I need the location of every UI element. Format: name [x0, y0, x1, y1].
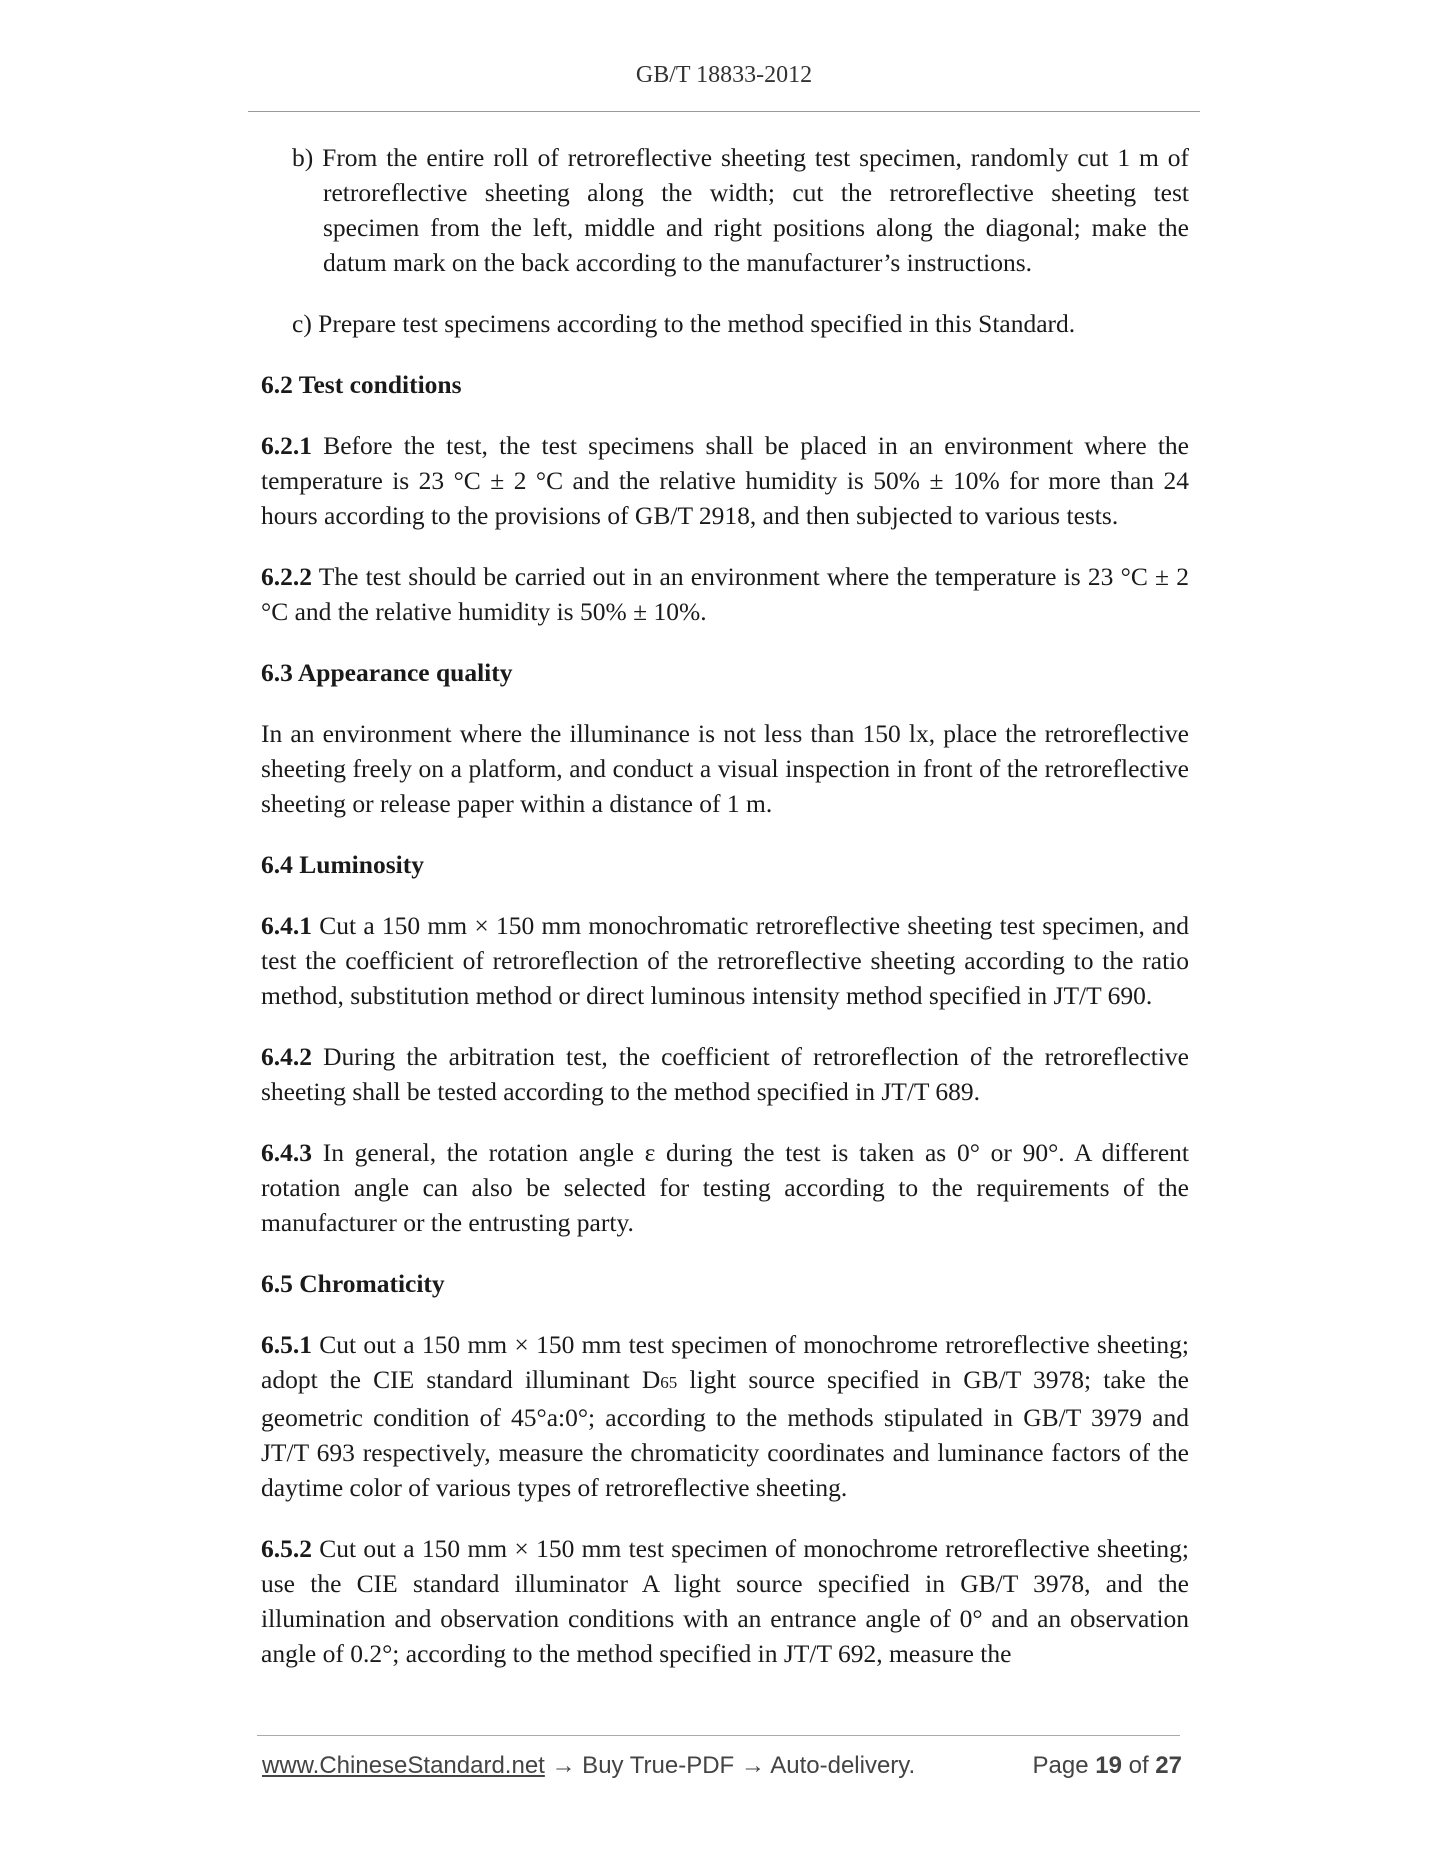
footer-trail: → Buy True-PDF → Auto-delivery.: [544, 1752, 916, 1779]
clause-6-5-2: [261, 1531, 1189, 1671]
illuminant-subscript: 65: [660, 1373, 678, 1392]
clause-6-4-2: [261, 1039, 1189, 1109]
clause-number: 6.4.1: [261, 911, 312, 940]
clause-text: During the arbitration test, the coefficient of retroreflection of the retroreflective sheeting shall be tested according to the method specified in JT/T 689.: [261, 1042, 1189, 1106]
clause-number: 6.5.2: [261, 1534, 312, 1563]
clause-text: In general, the rotation angle ε during the test is taken as 0° or 90°. A different rotation angle can also be selected for testing according to the requirements of the manufacturer or the entrusting party.: [261, 1138, 1189, 1237]
clause-6-4-3: [261, 1135, 1189, 1240]
page-of: of: [1121, 1752, 1156, 1779]
section-heading-6-5: 6.5 Chromaticity: [261, 1269, 445, 1298]
clause-number: 6.2.1: [261, 431, 312, 460]
document-body: [261, 140, 1189, 1697]
clause-6-2-1: [261, 428, 1189, 533]
clause-number: 6.4.2: [261, 1042, 312, 1071]
clause-6-2-2: [261, 559, 1189, 629]
clause-number: 6.5.1: [261, 1330, 312, 1359]
clause-number: 6.2.2: [261, 562, 312, 591]
paragraph-6-3: In an environment where the illuminance is not less than 150 lx, place the retroreflective sheeting freely on a platform, and conduct a visual inspection in front of the retroreflective sheeting or release paper within a distance of 1 m.: [261, 719, 1189, 818]
page-word: Page: [1032, 1752, 1096, 1779]
page-current: 19: [1095, 1752, 1122, 1779]
clause-text: Cut a 150 mm × 150 mm monochromatic retroreflective sheeting test specimen, and test the coefficient of retroreflection of the retroreflective sheeting according to the ratio method, substitution method or direct luminous intensity method specified in JT/T 690.: [261, 911, 1189, 1010]
page-footer: [262, 1752, 1182, 1786]
clause-6-4-1: [261, 908, 1189, 1013]
page-total: 27: [1155, 1752, 1182, 1779]
clause-text: The test should be carried out in an environment where the temperature is 23 °C ± 2 °C and the relative humidity is 50% ± 10%.: [261, 562, 1189, 626]
clause-text-cont: light source specified in GB/T 3978; take the geometric condition of 45°a:0°; according to the methods stipulated in GB/T 3979 and JT/T 693 respectively, measure the chromaticity coordinates and luminance factors of the daytime color of various types of retroreflective sheeting.: [261, 1365, 1190, 1502]
page-indicator: [1033, 1752, 1182, 1780]
clause-number: 6.4.3: [261, 1138, 312, 1167]
section-heading-6-4: 6.4 Luminosity: [261, 850, 424, 879]
section-heading-6-2: 6.2 Test conditions: [261, 370, 462, 399]
clause-6-5-1: [261, 1327, 1189, 1505]
footer-promo: [262, 1752, 915, 1780]
clause-text: Cut out a 150 mm × 150 mm test specimen of monochrome retroreflective sheeting; adopt the CIE standard illuminant D: [261, 1330, 1189, 1394]
clause-text: Cut out a 150 mm × 150 mm test specimen of monochrome retroreflective sheeting; use the CIE standard illuminator A light source specified in GB/T 3978, and the illumination and observation conditions with an entrance angle of 0° and an observation angle of 0.2°; according to the method specified in JT/T 692, measure the: [261, 1534, 1189, 1668]
clause-text: Before the test, the test specimens shall be placed in an environment where the temperature is 23 °C ± 2 °C and the relative humidity is 50% ± 10% for more than 24 hours according to the provisions of GB/T 2918, and then subjected to various tests.: [261, 431, 1189, 530]
list-item-c: c) Prepare test specimens according to the method specified in this Standard.: [292, 309, 1076, 338]
page-header: GB/T 18833-2012: [635, 62, 813, 88]
header-divider: [248, 111, 1200, 112]
list-item-b: b) From the entire roll of retroreflective sheeting test specimen, randomly cut 1 m of retroreflective sheeting along the width; cut the retroreflective sheeting test specimen from the left, middle and right positions along the diagonal; make the datum mark on the back according to the manufacturer’s instructions.: [292, 143, 1189, 277]
site-link[interactable]: www.ChineseStandard.net: [262, 1752, 545, 1779]
footer-divider: [257, 1735, 1180, 1736]
section-heading-6-3: 6.3 Appearance quality: [261, 658, 513, 687]
